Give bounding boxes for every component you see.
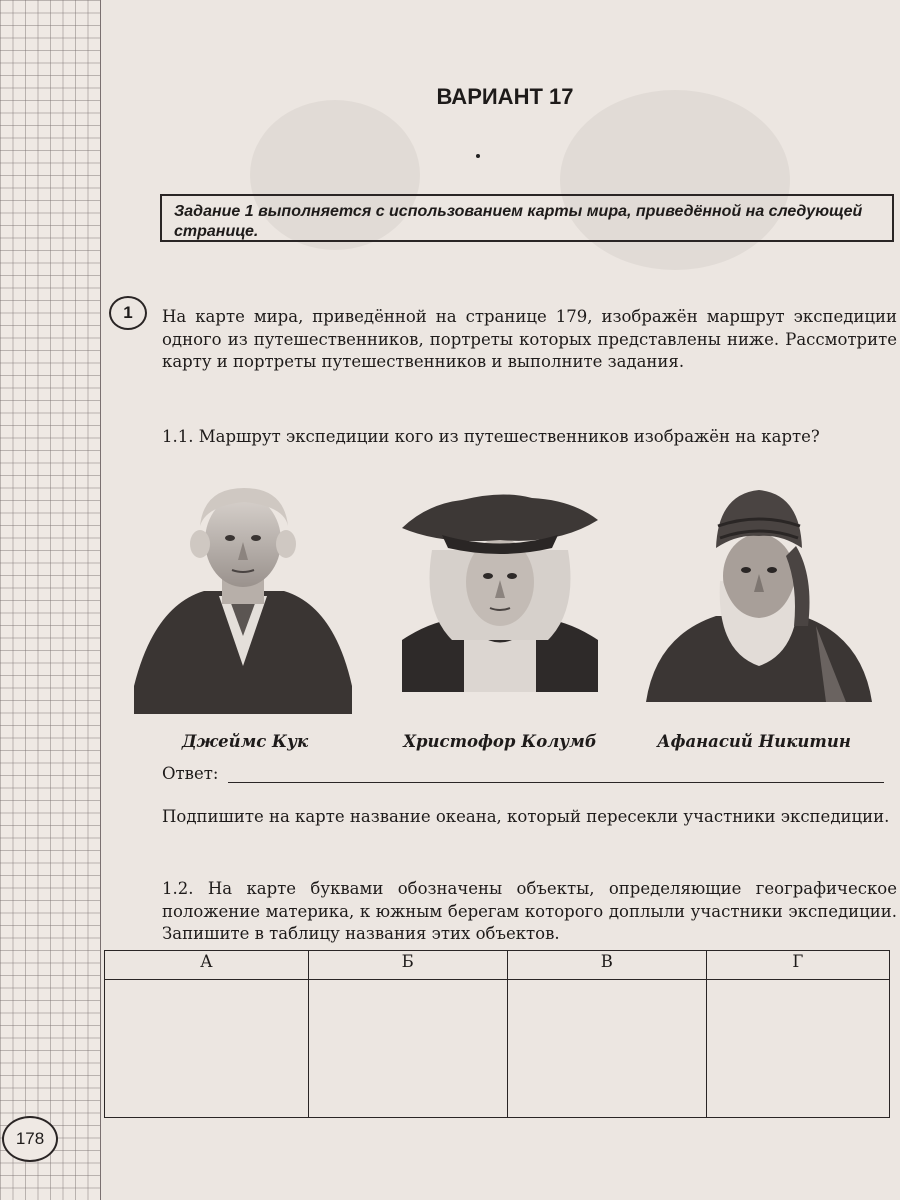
- ocean-instruction: Подпишите на карте название океана, который пересекли участники экспедиции.: [162, 807, 890, 826]
- task-intro: На карте мира, приведённой на странице 179, изображён маршрут экспедиции одного из путешественников, портреты которых представлены ниже. Рассмотрите карту и портреты путешественников и выполните задания.: [162, 307, 897, 371]
- answer-cell-g[interactable]: [706, 980, 889, 1118]
- margin-divider: [100, 0, 101, 1200]
- answer-label: Ответ:: [162, 764, 219, 783]
- table-header-v: В: [507, 951, 706, 980]
- table-header-b: Б: [308, 951, 507, 980]
- portrait-nikitin-icon: [646, 486, 872, 702]
- task-number-badge: 1: [109, 296, 147, 330]
- bleed-through-shadow: [560, 90, 790, 270]
- margin-grid: [0, 0, 100, 1200]
- portrait-caption-nikitin: Афанасий Никитин: [657, 732, 851, 751]
- answer-cell-v[interactable]: [507, 980, 706, 1118]
- question-1-1: 1.1. Маршрут экспедиции кого из путешественников изображён на карте?: [162, 427, 820, 446]
- task-note-box: Задание 1 выполняется с использованием карты мира, приведённой на следующей странице.: [160, 194, 894, 242]
- answer-line[interactable]: [228, 782, 884, 783]
- answer-cell-a[interactable]: [105, 980, 309, 1118]
- portrait-caption-cook: Джеймс Кук: [181, 732, 309, 751]
- objects-answer-table: [104, 950, 890, 1118]
- page-number: 178: [2, 1116, 58, 1162]
- portrait-cook-icon: [134, 486, 352, 714]
- question-1-2: 1.2. На карте буквами обозначены объекты, определяющие географическое положение материка, к южным берегам которого доплыли участники экспедиции. Запишите в таблицу названия этих объектов.: [162, 879, 897, 943]
- table-header-a: А: [105, 951, 309, 980]
- portrait-caption-columbus: Христофор Колумб: [403, 732, 597, 751]
- print-speck: [476, 154, 480, 158]
- table-header-g: Г: [706, 951, 889, 980]
- answer-cell-b[interactable]: [308, 980, 507, 1118]
- page-title: ВАРИАНТ 17: [436, 84, 574, 109]
- portrait-columbus-icon: [402, 490, 598, 692]
